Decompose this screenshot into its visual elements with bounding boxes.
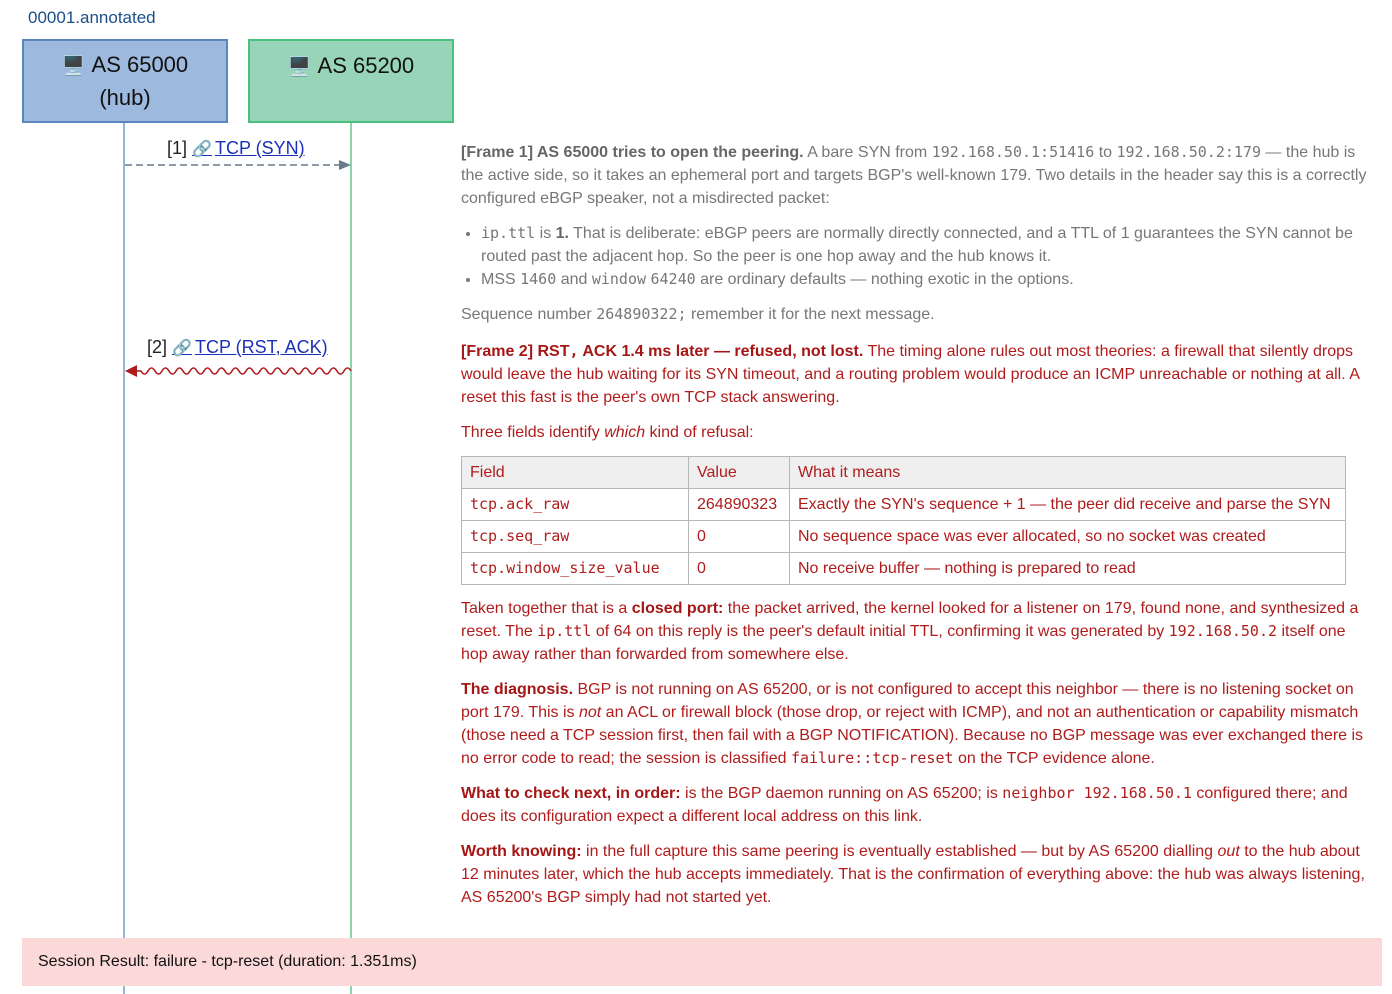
rst-arrow-line [137,368,351,374]
link-icon: 🔗 [172,340,192,357]
bullet-ttl: • ip.ttl is 1. That is deliberate: eBGP peers are normally directly connected, and a TTL of 1 guarantees the SYN cannot be routed past the adjacent hop. So the peer is one hop away and the hub knows it. [481,222,1376,268]
message-2-link[interactable]: 🔗 TCP (RST, ACK) [172,337,328,357]
column-header: Field [462,457,689,489]
diagnosis-paragraph: The diagnosis. BGP is not running on AS 65200, or is not configured to accept this neighbor — there is no listening socket on port 179. This is not an ACL or firewall block (those drop, or reject with ICMP), and not an authentication or capability mismatch (those need a TCP session first, then fail with a BGP NOTIFICATION). Because no BGP message was ever exchanged there is no error code to read; the session is classified failure::tcp-reset on the TCP evidence alone. [461,681,1364,767]
actor-name: AS 65200 [317,52,415,78]
column-header: What it means [790,457,1346,489]
actor-role: (hub) [99,85,151,110]
frame-2-fields-intro: Three fields identify which kind of refusal: [461,424,754,441]
message-1-label: [1] 🔗 TCP (SYN) [167,138,305,158]
frame-1-note [461,141,1376,338]
bullet-mss: • MSS 1460 and window 64240 are ordinary defaults — nothing exotic in the options. [481,268,1376,291]
value-cell: 0 [689,521,790,553]
closed-port-paragraph: Taken together that is a closed port: the packet arrived, the kernel looked for a listener on 179, found none, and synthesized a reset. The ip.ttl of 64 on this reply is the peer's default initial TTL, confirming it was generated by 192.168.50.2 itself one hop away rather than forwarded from somewhere else. [461,600,1359,663]
computer-icon: 🖥️ [287,56,312,78]
session-result-text: Session Result: failure - tcp-reset (duration: 1.351ms) [38,953,417,970]
message-1-link[interactable]: 🔗 TCP (SYN) [192,138,305,158]
syn-arrow-head [339,160,351,170]
frame-2-note [461,340,1376,921]
actor-name: AS 65000 [91,52,189,77]
link-icon: 🔗 [192,141,212,158]
frame-2-summary: [Frame 2] RST, ACK 1.4 ms later — refused, not lost. The timing alone rules out most theories: a firewall that silently drops would leave the hub waiting for its SYN timeout, and a routing problem would produce an ICMP unreachable or nothing at all. A reset this fast is the peer's own TCP stack answering. [461,342,1360,406]
value-cell: 264890323 [689,489,790,521]
session-result-bar [22,938,1382,986]
actor-as65200 [248,39,454,123]
table-row [462,521,1346,553]
value-cell: 0 [689,553,790,585]
table-row [462,489,1346,521]
frame-1-bullets [461,222,1376,291]
table-row [462,553,1346,585]
worth-knowing-paragraph: Worth knowing: in the full capture this same peering is eventually established — but by AS 65200 dialling out to the hub about 12 minutes later, which the hub accepts immediately. That is the confirmation of everything above: the hub was always listening, AS 65200's BGP simply had not started yet. [461,843,1365,906]
meaning-cell: No sequence space was ever allocated, so no socket was created [790,521,1346,553]
column-header: Value [689,457,790,489]
field-cell: tcp.window_size_value [462,553,689,585]
field-cell: tcp.seq_raw [462,521,689,553]
computer-icon: 🖥️ [61,56,86,77]
frame-1-summary: [Frame 1] AS 65000 tries to open the peering. A bare SYN from 192.168.50.1:51416 to 192.168.50.2:179 — the hub is the active side, so it takes an ephemeral port and targets BGP's well-known 179. Two details in the header say this is a correctly configured eBGP speaker, not a misdirected packet: [461,143,1367,207]
field-cell: tcp.ack_raw [462,489,689,521]
frame-1-sequence: Sequence number 264890322; remember it for the next message. [461,305,935,323]
rst-arrow-head [125,365,137,377]
actor-as65000 [22,39,228,123]
next-steps-paragraph: What to check next, in order: is the BGP daemon running on AS 65200; is neighbor 192.168.50.1 configured there; and does its configuration expect a different local address on this link. [461,784,1348,825]
diagram-title: 00001.annotated [28,8,156,27]
table-header-row [462,457,1346,489]
meaning-cell: Exactly the SYN's sequence + 1 — the peer did receive and parse the SYN [790,489,1346,521]
fields-table [461,456,1346,585]
message-2-label: [2] 🔗 TCP (RST, ACK) [147,337,328,357]
meaning-cell: No receive buffer — nothing is prepared to read [790,553,1346,585]
